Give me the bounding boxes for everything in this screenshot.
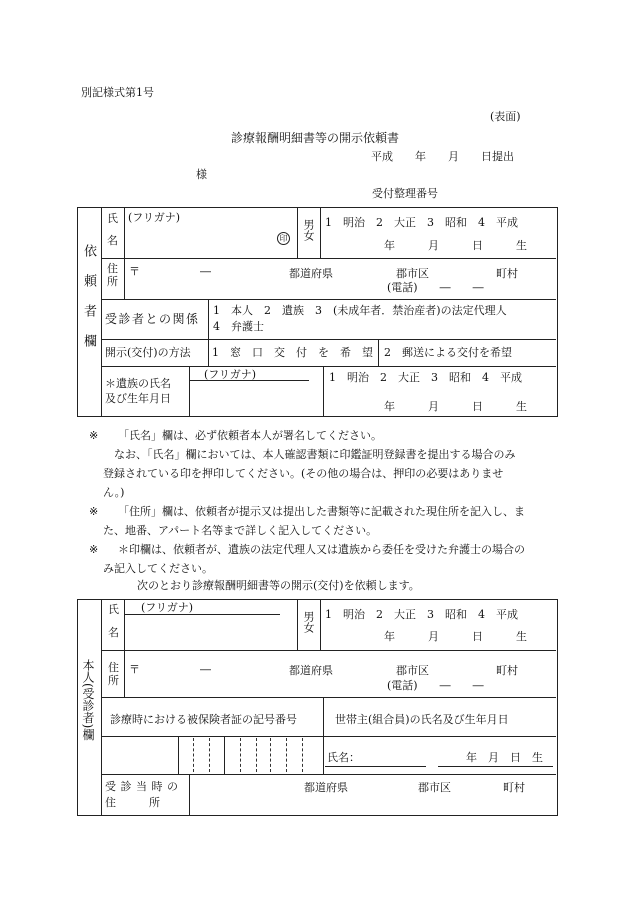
form-title: 診療報酬明細書等の開示依頼書 bbox=[231, 131, 400, 145]
householder-name-field[interactable] bbox=[360, 746, 426, 766]
form-number: 別記様式第1号 bbox=[81, 86, 154, 99]
request-sentence: 次のとおり診療報酬明細書等の開示(交付)を依頼します。 bbox=[137, 579, 420, 592]
gender-label: 男女 bbox=[302, 219, 315, 241]
relation-options-line2: 4 弁護士 bbox=[213, 320, 264, 333]
town-label: 町村 bbox=[496, 267, 518, 280]
bereaved-label: ＊遺族の氏名 bbox=[105, 377, 171, 390]
patient-postal-dash: ― bbox=[200, 663, 211, 676]
householder-name-label: 氏名： bbox=[327, 751, 360, 764]
name-label: 氏 bbox=[107, 212, 118, 225]
bereaved-era-options: 1 明治 2 大正 3 昭和 4 平成 bbox=[329, 371, 522, 384]
birth-era-options: 1 明治 2 大正 3 昭和 4 平成 bbox=[325, 216, 518, 229]
signature-field[interactable] bbox=[126, 226, 294, 256]
addressee-suffix: 様 bbox=[196, 168, 207, 181]
patient-birth-date-fields: 年 月 日 生 bbox=[384, 630, 527, 643]
bereaved-birth-date: 年 月 日 生 bbox=[384, 400, 527, 413]
address-label: 住 bbox=[107, 262, 118, 275]
visit-town-label: 町村 bbox=[503, 781, 525, 794]
visit-address-label: 受 診 当 時 の bbox=[105, 780, 179, 793]
requester-section-label: 依頼者欄 bbox=[81, 244, 96, 364]
method-option-mail[interactable]: 2 郵送による交付を希望 bbox=[384, 346, 512, 359]
method-label: 開示(交付)の方法 bbox=[105, 346, 191, 359]
bereaved-furigana-label: (フリガナ) bbox=[204, 368, 257, 381]
patient-name-label: 氏 bbox=[108, 603, 119, 616]
name-furigana-label: (フリガナ) bbox=[128, 211, 181, 224]
patient-gender-label: 男女 bbox=[302, 611, 315, 633]
patient-prefecture-label: 都道府県 bbox=[289, 664, 333, 677]
prefecture-label: 都道府県 bbox=[289, 267, 333, 280]
method-option-counter[interactable]: 1 窓 口 交 付 を 希 望 bbox=[212, 346, 373, 359]
relation-options-line1: 1 本人 2 遺族 3 (未成年者．禁治産者)の法定代理人 bbox=[213, 304, 507, 317]
city-label: 郡市区 bbox=[396, 267, 429, 280]
insurance-number-label: 診療時における被保険者証の記号番号 bbox=[110, 713, 297, 726]
patient-phone-field: (電話) ― ― bbox=[387, 679, 484, 692]
note-name: 「氏名」欄は、必ず依頼者本人が署名してください。 bbox=[118, 429, 382, 442]
postal-dash: ― bbox=[200, 265, 211, 278]
patient-birth-era-options: 1 明治 2 大正 3 昭和 4 平成 bbox=[325, 608, 518, 621]
note-address: 「住所」欄は、依頼者が提示又は提出した書類等に記載された現住所を記入し、ま bbox=[118, 505, 525, 518]
visit-prefecture-label: 都道府県 bbox=[304, 781, 348, 794]
visit-city-label: 郡市区 bbox=[418, 781, 451, 794]
phone-field: (電話) ― ― bbox=[387, 281, 484, 294]
patient-town-label: 町村 bbox=[496, 664, 518, 677]
postal-mark: 〒 bbox=[129, 265, 140, 278]
patient-address-label: 住 bbox=[108, 661, 119, 674]
submission-date: 平成 年 月 日提出 bbox=[371, 150, 514, 163]
patient-furigana-label: (フリガナ) bbox=[141, 601, 194, 614]
householder-label: 世帯主(組合員)の氏名及び生年月日 bbox=[335, 713, 509, 726]
side-label: (表面) bbox=[490, 110, 521, 123]
birth-date-fields: 年 月 日 生 bbox=[384, 239, 527, 252]
seal-icon: 印 bbox=[277, 232, 290, 245]
patient-city-label: 郡市区 bbox=[396, 664, 429, 677]
patient-postal-mark: 〒 bbox=[129, 663, 140, 676]
householder-birth-date: 年 月 日 生 bbox=[466, 751, 543, 764]
insurance-number-input[interactable] bbox=[102, 737, 322, 773]
patient-name-field[interactable] bbox=[126, 618, 294, 648]
note-asterisk: ＊印欄は、依頼者が、遺族の法定代理人又は遺族から委任を受けた弁護士の場合の bbox=[118, 543, 525, 556]
relation-label: 受診者との関係 bbox=[105, 312, 200, 326]
reception-number-label: 受付整理番号 bbox=[372, 187, 438, 200]
patient-section-label: 本人(受診者)欄 bbox=[81, 659, 95, 741]
